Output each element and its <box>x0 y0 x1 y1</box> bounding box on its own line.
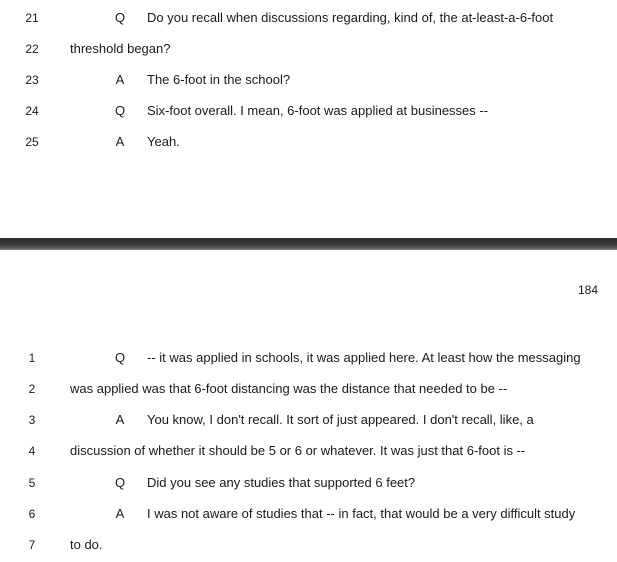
transcript-line <box>0 132 617 152</box>
transcript-line <box>0 410 617 430</box>
line-number: 21 <box>25 11 39 25</box>
transcript-line <box>0 535 617 555</box>
line-text: -- it was applied in schools, it was applied here. At least how the messaging <box>147 350 581 365</box>
line-number: 22 <box>25 42 39 56</box>
line-text: Six-foot overall. I mean, 6-foot was applied at businesses -- <box>147 103 489 118</box>
line-text: I was not aware of studies that -- in fact, that would be a very difficult study <box>147 506 576 521</box>
line-text: was applied was that 6-foot distancing was the distance that needed to be -- <box>70 381 508 396</box>
speaker-label: A <box>115 412 125 427</box>
line-text: The 6-foot in the school? <box>147 72 291 87</box>
transcript-line <box>0 101 617 121</box>
speaker-label: A <box>115 72 125 87</box>
line-number: 5 <box>28 476 36 490</box>
transcript-line <box>0 379 617 399</box>
speaker-label: Q <box>114 10 126 25</box>
speaker-label: A <box>115 134 125 149</box>
line-text: threshold began? <box>70 41 171 56</box>
page-number: 184 <box>577 283 598 297</box>
transcript-line <box>0 504 617 524</box>
line-number: 7 <box>28 538 36 552</box>
transcript-line <box>0 8 617 28</box>
line-number: 3 <box>28 413 36 427</box>
transcript-line <box>0 473 617 493</box>
speaker-label: A <box>115 506 125 521</box>
line-text: Yeah. <box>147 134 180 149</box>
line-text: discussion of whether it should be 5 or 6 or whatever. It was just that 6-foot is -- <box>70 443 526 458</box>
transcript-line <box>0 348 617 368</box>
transcript-line <box>0 70 617 90</box>
line-number: 1 <box>28 351 36 365</box>
speaker-label: Q <box>114 103 126 118</box>
transcript-line <box>0 39 617 59</box>
speaker-label: Q <box>114 350 126 365</box>
line-text: Do you recall when discussions regarding, kind of, the at-least-a-6-foot <box>147 10 554 25</box>
line-number: 4 <box>28 444 36 458</box>
line-text: to do. <box>70 537 103 552</box>
line-text: You know, I don't recall. It sort of just appeared. I don't recall, like, a <box>147 412 534 427</box>
line-text: Did you see any studies that supported 6 feet? <box>147 475 416 490</box>
transcript-line <box>0 441 617 461</box>
page-break-divider <box>0 238 617 250</box>
speaker-label: Q <box>114 475 126 490</box>
line-number: 23 <box>25 73 39 87</box>
line-number: 6 <box>28 507 36 521</box>
line-number: 24 <box>25 104 39 118</box>
line-number: 2 <box>28 382 36 396</box>
line-number: 25 <box>25 135 39 149</box>
